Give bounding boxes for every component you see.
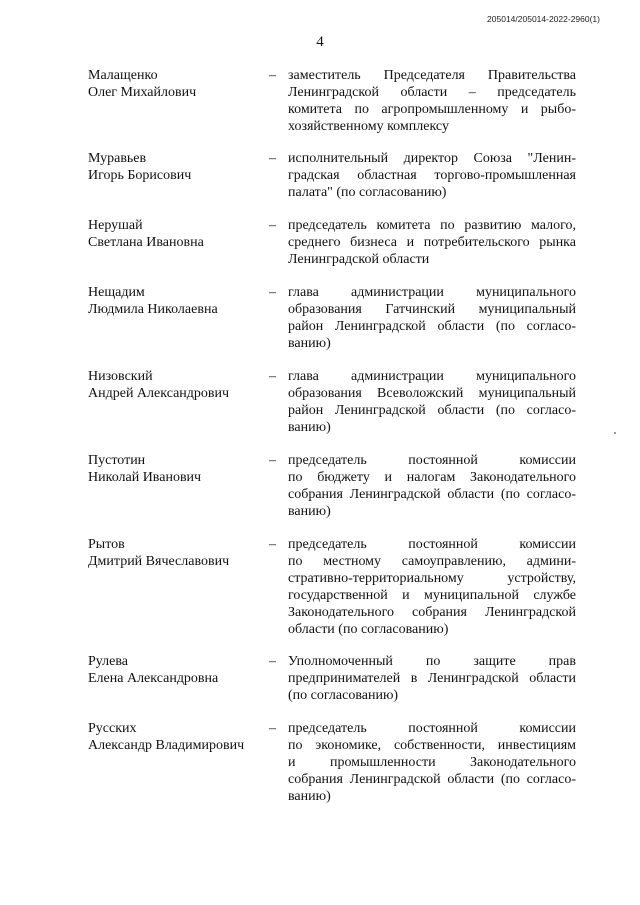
separator-dash: – (269, 537, 276, 552)
member-name (88, 368, 268, 402)
surname: Нерушай (88, 218, 143, 233)
surname: Низовский (88, 369, 153, 384)
given-names: Александр Владимирович (88, 738, 245, 753)
scan-speck (614, 432, 616, 434)
member-name (88, 720, 268, 754)
given-names: Николай Иванович (88, 470, 202, 485)
surname: Нещадим (88, 285, 145, 300)
list-item (88, 67, 588, 147)
list-item (88, 536, 588, 637)
member-position: председатель постоянной комиссии по экономике, собственности, инвестициям и промышленности Законодательного собрания Ленинградской области (по согласо- ванию) (288, 721, 576, 804)
given-names: Елена Александровна (88, 671, 219, 686)
separator-dash: – (269, 369, 276, 384)
member-name (88, 217, 268, 251)
surname: Русских (88, 721, 137, 736)
member-position: Уполномоченный по защите прав предпринимателей в Ленинградской области (по согласованию) (288, 654, 576, 703)
member-position: глава администрации муниципального образования Гатчинский муниципальный район Ленинградской области (по согласо- ванию) (288, 285, 576, 351)
surname: Рытов (88, 537, 125, 552)
member-position: председатель комитета по развитию малого, среднего бизнеса и потребительского рынка Ленинградской области (288, 218, 576, 267)
given-names: Андрей Александрович (88, 386, 230, 401)
given-names: Олег Михайлович (88, 85, 197, 100)
member-name (88, 536, 268, 570)
member-position: председатель постоянной комиссии по бюджету и налогам Законодательного собрания Ленинградской области (по согласо- ванию) (288, 453, 576, 519)
given-names: Дмитрий Вячеславович (88, 554, 230, 569)
given-names: Светлана Ивановна (88, 235, 204, 250)
list-item (88, 368, 588, 448)
list-item (88, 452, 588, 532)
document-id: 205014/205014-2022-2960(1) (487, 14, 600, 24)
surname: Муравьев (88, 151, 147, 166)
page-number: 4 (316, 34, 324, 50)
given-names: Игорь Борисович (88, 168, 192, 183)
separator-dash: – (269, 218, 276, 233)
separator-dash: – (269, 453, 276, 468)
surname: Рулева (88, 654, 129, 669)
member-name (88, 67, 268, 101)
member-position: исполнительный директор Союза "Ленин- градская областная торгово-промышленная палата" (по согласованию) (288, 151, 576, 200)
member-name (88, 653, 268, 687)
member-position: председатель постоянной комиссии по местному самоуправлению, админи- стративно-территориальному устройству, государственной и муниципальной службе Законодательного собрания Ленинградской области (по согласованию) (288, 537, 576, 637)
member-name (88, 284, 268, 318)
member-position: глава администрации муниципального образования Всеволожский муниципальный район Ленинградской области (по согласо- ванию) (288, 369, 576, 435)
list-item (88, 284, 588, 364)
member-name (88, 150, 268, 184)
given-names: Людмила Николаевна (88, 302, 218, 317)
separator-dash: – (269, 68, 276, 83)
separator-dash: – (269, 654, 276, 669)
separator-dash: – (269, 721, 276, 736)
member-name (88, 452, 268, 486)
list-item (88, 720, 588, 804)
separator-dash: – (269, 285, 276, 300)
surname: Пустотин (88, 453, 146, 468)
member-position: заместитель Председателя Правительства Ленинградской области – председатель комитета по агропромышленному и рыбо- хозяйственному комплексу (288, 68, 576, 134)
separator-dash: – (269, 151, 276, 166)
surname: Малащенко (88, 68, 158, 83)
